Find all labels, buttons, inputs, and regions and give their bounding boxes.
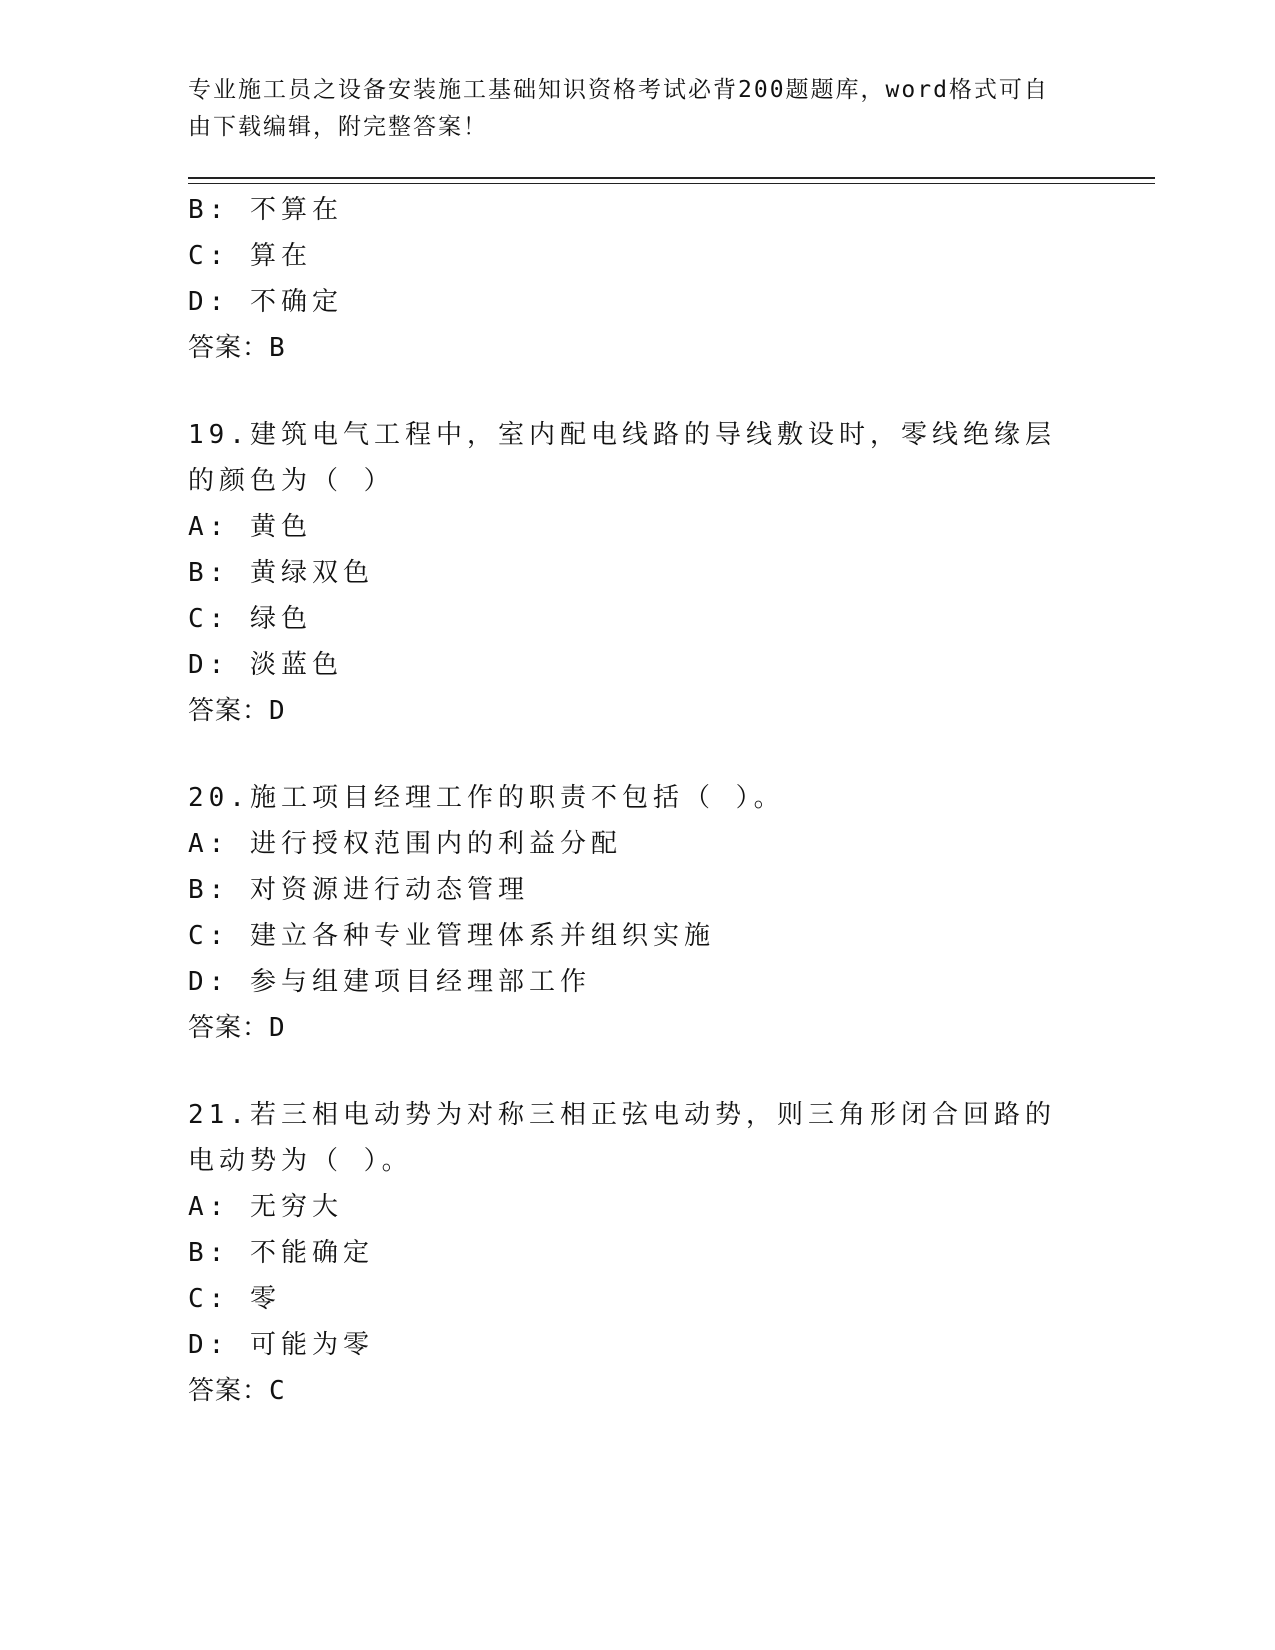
option-letter: C: <box>188 241 230 271</box>
answer-label: 答案： <box>188 1013 270 1043</box>
option-a <box>188 504 1088 550</box>
option-letter: B: <box>188 1238 230 1268</box>
option-c <box>188 913 1088 959</box>
question-list <box>188 187 1088 1414</box>
option-letter: A: <box>188 829 230 859</box>
option-d <box>188 279 1088 325</box>
option-b <box>188 550 1088 596</box>
option-text: 对资源进行动态管理 <box>249 875 529 905</box>
option-b <box>188 187 1088 233</box>
answer-value: D <box>269 1013 290 1043</box>
option-letter: A: <box>188 1192 230 1222</box>
option-a <box>188 821 1088 867</box>
question-stem: 19.建筑电气工程中，室内配电线路的导线敷设时，零线绝缘层的颜色为（ ） <box>188 420 1056 496</box>
option-letter: D: <box>188 287 230 317</box>
answer-line <box>188 325 1088 371</box>
option-text: 绿色 <box>249 604 312 634</box>
answer-value: D <box>269 696 290 726</box>
answer-label: 答案： <box>188 1376 270 1406</box>
option-letter: B: <box>188 558 230 588</box>
option-letter: C: <box>188 921 230 951</box>
option-letter: C: <box>188 1284 230 1314</box>
option-text: 黄色 <box>249 512 312 542</box>
option-d <box>188 1322 1088 1368</box>
option-letter: C: <box>188 604 230 634</box>
option-b <box>188 867 1088 913</box>
question-stem: 21.若三相电动势为对称三相正弦电动势，则三角形闭合回路的电动势为（ ）。 <box>188 1100 1056 1176</box>
answer-label: 答案： <box>188 696 270 726</box>
question-block-continued <box>188 187 1088 371</box>
option-a <box>188 1184 1088 1230</box>
option-letter: A: <box>188 512 230 542</box>
answer-value: B <box>269 333 290 363</box>
option-letter: D: <box>188 650 230 680</box>
option-text: 算在 <box>249 241 312 271</box>
answer-label: 答案： <box>188 333 270 363</box>
option-text: 建立各种专业管理体系并组织实施 <box>249 921 715 951</box>
answer-line <box>188 1005 1088 1051</box>
option-text: 不确定 <box>249 287 343 317</box>
option-text: 进行授权范围内的利益分配 <box>249 829 622 859</box>
question-stem: 20.施工项目经理工作的职责不包括（ ）。 <box>188 783 785 813</box>
document-header: 专业施工员之设备安装施工基础知识资格考试必背200题题库，word格式可自由下载编辑，附完整答案！ <box>188 77 1049 140</box>
header-rule-thick <box>188 177 1155 179</box>
option-text: 黄绿双色 <box>249 558 374 588</box>
option-letter: D: <box>188 1330 230 1360</box>
header-rule-thin <box>188 183 1155 184</box>
option-text: 零 <box>249 1284 281 1314</box>
answer-line <box>188 1368 1088 1414</box>
answer-line <box>188 688 1088 734</box>
option-c <box>188 1276 1088 1322</box>
option-b <box>188 1230 1088 1276</box>
option-text: 参与组建项目经理部工作 <box>249 967 591 997</box>
option-letter: B: <box>188 875 230 905</box>
option-letter: B: <box>188 195 230 225</box>
option-text: 不算在 <box>249 195 343 225</box>
option-text: 淡蓝色 <box>249 650 343 680</box>
question-block-21 <box>188 1092 1088 1414</box>
option-d <box>188 642 1088 688</box>
option-text: 不能确定 <box>249 1238 374 1268</box>
option-letter: D: <box>188 967 230 997</box>
answer-value: C <box>269 1376 290 1406</box>
option-c <box>188 233 1088 279</box>
option-d <box>188 959 1088 1005</box>
option-c <box>188 596 1088 642</box>
question-block-19 <box>188 412 1088 734</box>
option-text: 无穷大 <box>249 1192 343 1222</box>
option-text: 可能为零 <box>249 1330 374 1360</box>
question-block-20 <box>188 775 1088 1051</box>
